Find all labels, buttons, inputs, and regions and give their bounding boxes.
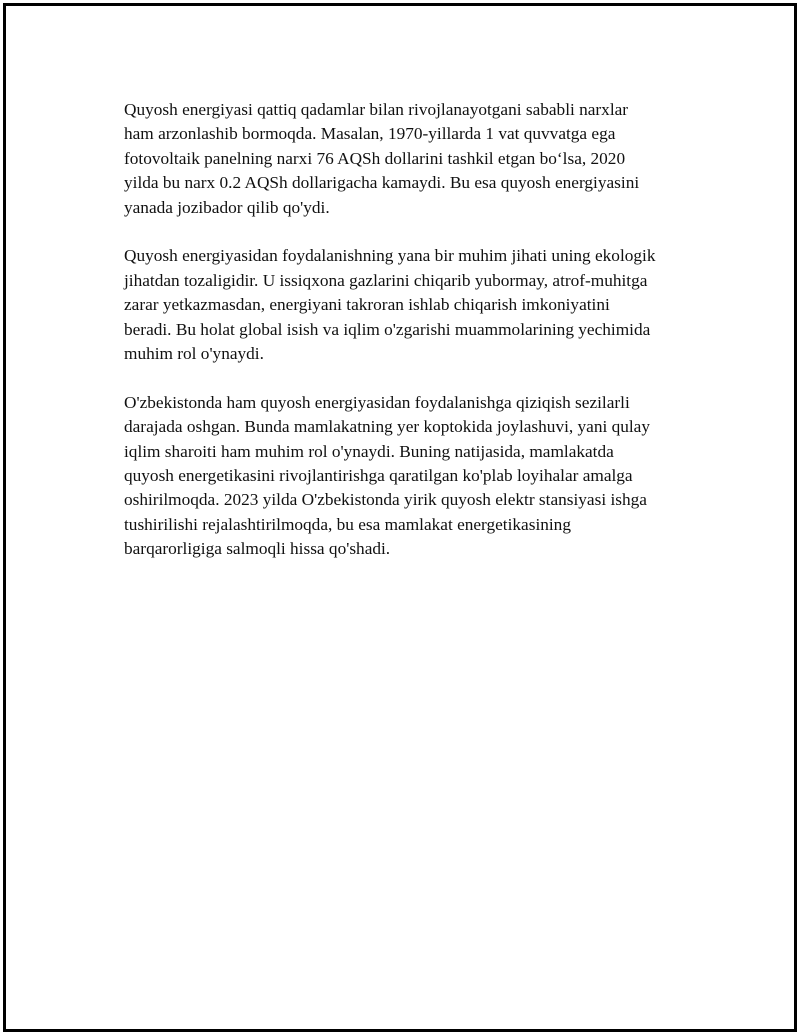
text-line: darajada oshgan. Bunda mamlakatning yer koptokida joylashuvi, yani qulay	[124, 417, 650, 437]
text-line: jihatdan tozaligidir. U issiqxona gazlarini chiqarib yubormay, atrof-muhitga	[124, 270, 648, 290]
text-line: O'zbekistonda ham quyosh energiyasidan foydalanishga qiziqish sezilarli	[124, 392, 630, 412]
text-line: ham arzonlashib bormoqda. Masalan, 1970-yillarda 1 vat quvvatga ega	[124, 124, 616, 144]
text-line: quyosh energetikasini rivojlantirishga qaratilgan ko'plab loyihalar amalga	[124, 466, 633, 486]
text-line: tushirilishi rejalashtirilmoqda, bu esa mamlakat energetikasining	[124, 514, 571, 534]
text-line: muhim rol o'ynaydi.	[124, 344, 264, 364]
paragraph-3	[124, 391, 704, 562]
text-line: beradi. Bu holat global isish va iqlim o'zgarishi muammolarining yechimida	[124, 319, 651, 339]
text-line: fotovoltaik panelning narxi 76 AQSh dollarini tashkil etgan bo‘lsa, 2020	[124, 148, 626, 168]
text-line: barqarorligiga salmoqli hissa qo'shadi.	[124, 539, 391, 559]
paragraph-1	[124, 98, 704, 220]
page-frame	[3, 3, 797, 1032]
text-line: iqlim sharoiti ham muhim rol o'ynaydi. Buning natijasida, mamlakatda	[124, 441, 614, 461]
text-line: oshirilmoqda. 2023 yilda O'zbekistonda yirik quyosh elektr stansiyasi ishga	[124, 490, 647, 510]
text-line: Quyosh energiyasi qattiq qadamlar bilan rivojlanayotgani sababli narxlar	[124, 100, 629, 119]
text-line: zarar yetkazmasdan, energiyani takroran ishlab chiqarish imkoniyatini	[124, 295, 610, 315]
document-body	[124, 98, 704, 586]
text-line: yanada jozibador qilib qo'ydi.	[124, 197, 330, 217]
text-line: yilda bu narx 0.2 AQSh dollarigacha kamaydi. Bu esa quyosh energiyasini	[124, 173, 640, 193]
paragraph-2	[124, 244, 704, 366]
text-line: Quyosh energiyasidan foydalanishning yana bir muhim jihati uning ekologik	[124, 246, 656, 266]
